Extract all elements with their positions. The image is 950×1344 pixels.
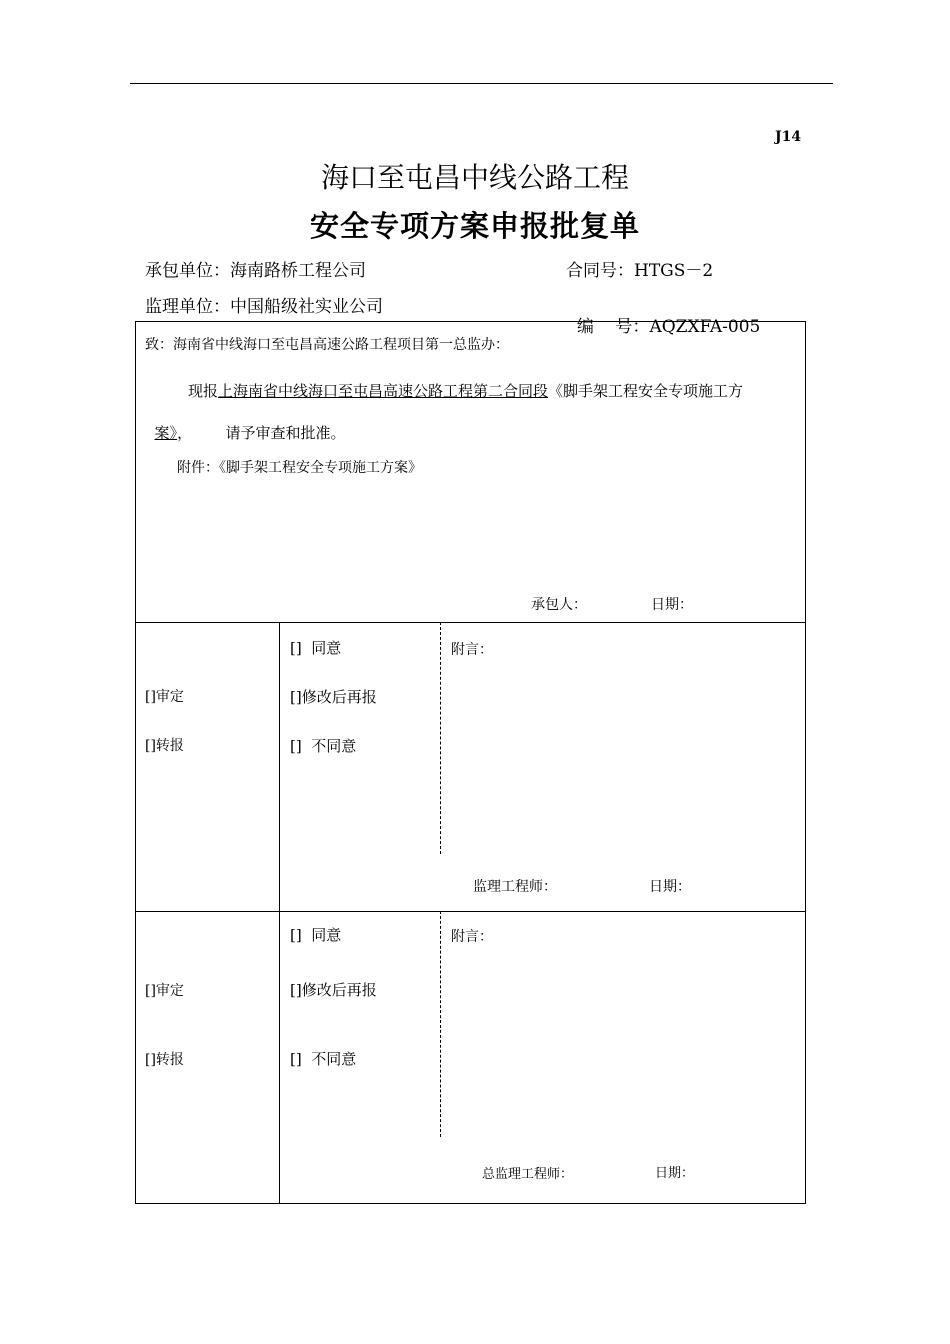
review2-remarks-label: 附言： [451,929,493,945]
supervisor-label: 监理单位： [145,297,230,317]
review2-signer-label: 总监理工程师： [482,1167,574,1182]
row-divider-2 [135,911,806,912]
contractor-row [145,256,366,281]
review2-date-label: 日期： [655,1166,695,1181]
submission-request: ， 请予审查和批准。 [177,424,346,442]
submission-prefix: 现报 [188,382,219,400]
top-rule [130,83,833,84]
submission-doc-part2: 案》 [154,424,178,442]
submission-line-1 [188,380,743,401]
contractor-value: 海南路桥工程公司 [230,261,366,281]
contract-no-value: HTGS－2 [634,261,714,281]
review1-signer-label: 监理工程师： [473,879,557,895]
form-table [135,321,806,1204]
addressee: 致：海南省中线海口至屯昌高速公路工程项目第一总监办： [145,337,509,353]
serial-value: AQZXFA-005 [649,317,761,337]
contractor-date-label: 日期： [651,597,693,613]
review2-forward-option[interactable]: []转报 [145,1052,184,1068]
project-title: 海口至屯昌中线公路工程 [320,161,629,194]
contractor-sign-label: 承包人： [531,597,587,613]
review1-disagree-checkbox[interactable]: [] 不同意 [290,737,357,755]
remarks-divider-1 [440,622,441,854]
review1-forward-option[interactable]: []转报 [145,738,184,754]
review1-date-label: 日期： [649,879,691,895]
review2-agree-checkbox[interactable]: [] 同意 [290,926,342,944]
review2-revise-checkbox[interactable]: []修改后再报 [290,981,377,999]
attachment: 附件：《脚手架工程安全专项施工方案》 [177,460,422,476]
serial-label: 编 号： [576,317,650,337]
review1-approve-option[interactable]: []审定 [145,689,184,705]
review1-remarks-label: 附言： [451,642,493,658]
review2-disagree-checkbox[interactable]: [] 不同意 [290,1050,357,1068]
contract-no-row [566,256,713,281]
remarks-divider-2 [440,911,441,1137]
column-divider [279,622,280,1203]
supervisor-value: 中国船级社实业公司 [230,297,383,317]
submission-line-2 [145,404,345,443]
review1-revise-checkbox[interactable]: []修改后再报 [290,688,377,706]
review1-agree-checkbox[interactable]: [] 同意 [290,639,342,657]
row-divider-1 [135,622,806,623]
supervisor-row [145,292,383,317]
contractor-label: 承包单位： [145,261,230,281]
form-title: 安全专项方案申报批复单 [309,209,640,243]
submission-project: 上海南省中线海口至屯昌高速公路工程第二合同段 [218,382,549,400]
review2-approve-option[interactable]: []审定 [145,983,184,999]
contract-no-label: 合同号： [566,261,634,281]
doc-code: J14 [775,129,802,145]
submission-doc-part1: 《脚手架工程安全专项施工方 [548,382,744,400]
